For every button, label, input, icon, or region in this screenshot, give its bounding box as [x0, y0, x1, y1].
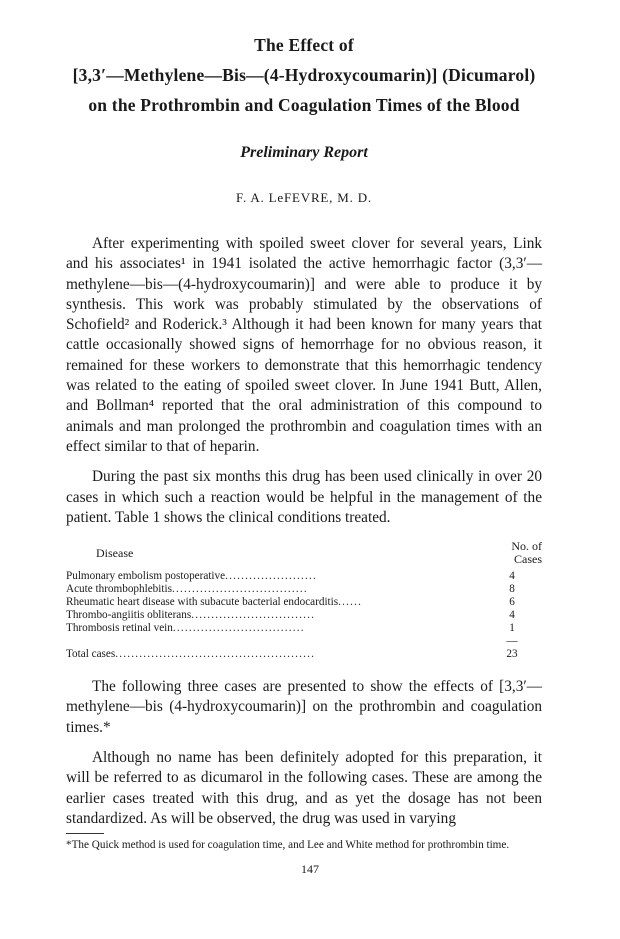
table-header-disease: Disease: [96, 545, 134, 560]
title-line-2: [3,3′—Methylene—Bis—(4-Hydroxycoumarin)] (Dicumarol): [72, 65, 536, 85]
paragraph-2: During the past six months this drug has been used clinically in over 20 cases in which such a reaction would be helpful in the management of the patient. Table 1 shows the clinical conditions treated.: [66, 468, 542, 526]
table-cell-disease: Acute thrombophlebitis: [66, 583, 172, 596]
leader-dots: ......: [338, 596, 363, 609]
leader-dots: ..................................: [171, 583, 308, 596]
sum-rule: —: [506, 635, 518, 648]
footnote: *The Quick method is used for coagulation time, and Lee and White method for prothrombin time.: [66, 839, 510, 852]
table-cell-disease: Pulmonary embolism postoperative: [66, 570, 226, 583]
table-cell-disease: Rheumatic heart disease with subacute bacterial endocarditis: [66, 596, 339, 609]
article-title: [66, 30, 542, 120]
total-count: 23: [506, 648, 518, 661]
table-cell-count: 1: [509, 622, 515, 635]
table-cell-disease: Thrombo-angiitis obliterans: [66, 609, 192, 622]
table-row: [66, 609, 542, 622]
paragraph-1: After experimenting with spoiled sweet clover for several years, Link and his associates¹ in 1941 isolated the active hemorrhagic factor (3,3′—methylene—bis—(4-hydroxycoumarin)] and were able to produce it by synthesis. This work was probably stimulated by the observations of Schofield² and Roderick.³ Although it had been known for many years that cattle occasionally showed signs of hemorrhage for no obvious reason, it remained for these workers to demonstrate that this hemorrhagic tendency was related to the eating of spoiled sweet clover. In June 1941 Butt, Allen, and Bollman⁴ reported that the oral administration of this compound to animals and man prolonged the prothrombin and coagulation times with an effect similar to that of heparin.: [66, 235, 542, 455]
paper-page: [0, 30, 620, 939]
table-cell-count: 4: [509, 570, 515, 583]
total-label: Total cases: [66, 648, 116, 661]
title-line-3: on the Prothrombin and Coagulation Times of the Blood: [88, 95, 520, 115]
table-header-row: [66, 540, 542, 570]
leader-dots: ..................................................: [115, 648, 316, 661]
table-row: [66, 596, 542, 609]
author-line: F. A. LeFEVRE, M. D.: [236, 190, 372, 205]
leader-dots: .................................: [172, 622, 305, 635]
footnote-rule: [66, 833, 104, 834]
table-cell-disease: Thrombosis retinal vein: [66, 622, 173, 635]
table-total-row: [66, 648, 542, 661]
leader-dots: ...............................: [191, 609, 316, 622]
table-cell-count: 8: [509, 583, 515, 596]
cases-table: [66, 540, 542, 661]
table-cell-count: 6: [509, 596, 515, 609]
article-subtitle: Preliminary Report: [240, 144, 368, 161]
table-cell-count: 4: [509, 609, 515, 622]
paragraph-3: The following three cases are presented to show the effects of [3,3′—methylene—bis (4-hydroxycoumarin)] on the prothrombin and coagulation times.*: [66, 678, 542, 736]
sum-rule-row: [66, 635, 542, 648]
table-row: [66, 570, 542, 583]
page-number: 147: [301, 862, 319, 876]
table-row: [66, 622, 542, 635]
paragraph-4: Although no name has been definitely adopted for this preparation, it will be referred to as dicumarol in the following cases. These are among the earlier cases treated with this drug, and as yet the dosage has not been standardized. As will be observed, the drug was used in varying: [66, 749, 542, 827]
title-line-1: The Effect of: [254, 35, 354, 55]
table-header-count: No. of Cases: [511, 539, 542, 567]
leader-dots: .......................: [225, 570, 318, 583]
table-row: [66, 583, 542, 596]
